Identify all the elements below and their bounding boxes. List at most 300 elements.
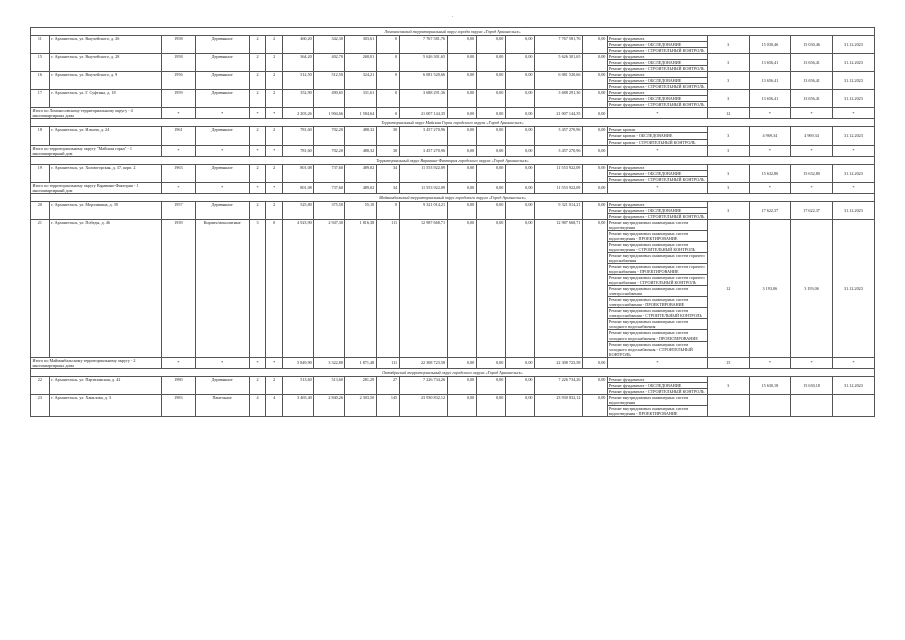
wall-material-cell: Деревянное	[195, 164, 249, 182]
address-cell: г. Архангельск, ул. Мерзликина, д. 39	[49, 201, 161, 219]
table-row	[31, 127, 875, 145]
work-item: Ремонт внутридомовых инженерных систем водоотведения - СТРОИТЕЛЬНЫЙ КОНТРОЛЬ	[608, 242, 707, 253]
work-item: Ремонт внутридомовых инженерных систем водоотведения	[608, 395, 707, 406]
works-cell	[607, 72, 707, 90]
total-area-total: 801,08	[283, 182, 314, 193]
work-item: Ремонт фундамента - ОБСЛЕДОВАНИЕ	[608, 78, 707, 84]
total-cost-other: 22 308 723,58	[535, 357, 583, 368]
total-cost-fund: 0,00	[447, 108, 476, 119]
residents-cell: 34	[376, 164, 399, 182]
rate-cell: 3	[707, 54, 749, 72]
total-residents: 30	[376, 145, 399, 156]
extra-cell: 0,00	[582, 54, 607, 72]
area-units-cell: 1 816,38	[345, 219, 376, 357]
cost-fund-cell: 0,00	[447, 219, 476, 357]
cost-budget-cell: 0,00	[476, 219, 505, 357]
cost-budget-cell: 0,00	[476, 36, 505, 54]
total-area-total: 781,60	[283, 145, 314, 156]
area-living-cell: 342,30	[314, 36, 345, 54]
total-star: *	[195, 357, 249, 368]
total-extra: 0,00	[582, 108, 607, 119]
rate-cell: 3	[707, 376, 749, 394]
year-cell: 1939	[162, 219, 195, 357]
entrances-cell: 2	[266, 127, 283, 145]
area-total-cell: 801,08	[283, 164, 314, 182]
total-star: *	[607, 145, 707, 156]
unit-cost-cell: 13 656,41	[749, 72, 791, 90]
extra-cell: 0,00	[582, 164, 607, 182]
work-item: Ремонт кровли	[608, 127, 707, 133]
area-total-cell: 352,90	[283, 90, 314, 108]
deadline-cell: 31.12.2023	[832, 219, 874, 357]
total-star: *	[791, 145, 833, 156]
total-extra: 0,00	[582, 182, 607, 193]
address-cell: г. Архангельск, ул. Хаиклова, д. 3	[49, 394, 161, 416]
extra-cell: 0,00	[582, 394, 607, 416]
total-star: *	[162, 145, 195, 156]
total-cost-fund: 0,00	[447, 357, 476, 368]
work-item: Ремонт фундамента	[608, 90, 707, 96]
residents-cell: 27	[376, 376, 399, 394]
total-star: *	[195, 108, 249, 119]
total-residents: 111	[376, 357, 399, 368]
work-item: Ремонт фундамента	[608, 165, 707, 171]
rate-cell: 3	[707, 90, 749, 108]
cost-budget-cell: 0,00	[476, 127, 505, 145]
total-cost-budget: 0,00	[476, 357, 505, 368]
total-area-living: 1 904,66	[314, 108, 345, 119]
section-header-row	[31, 368, 875, 376]
area-living-cell: 490,65	[314, 90, 345, 108]
cost-total-cell: 9 321 014,21	[399, 201, 447, 219]
area-units-cell: 303,61	[345, 36, 376, 54]
cost-owners-cell: 0,00	[505, 36, 534, 54]
wall-material-cell: Деревянное	[195, 90, 249, 108]
max-cost-cell: 13 656,41	[791, 90, 833, 108]
total-area-living: 702,20	[314, 145, 345, 156]
deadline-cell	[832, 394, 874, 416]
work-item: Ремонт внутридомовых инженерных систем водоотведения - ПРОЕКТИРОВАНИЕ	[608, 231, 707, 242]
section-total-row	[31, 145, 875, 156]
cost-budget-cell: 0,00	[476, 72, 505, 90]
work-item: Ремонт внутридомовых инженерных систем электроснабжения - СТРОИТЕЛЬНЫЙ КОНТРОЛЬ	[608, 308, 707, 319]
max-cost-cell: 17 622,37	[791, 201, 833, 219]
entrances-cell: 0	[266, 219, 283, 357]
wall-material-cell: Деревянное	[195, 376, 249, 394]
rate-cell: 3	[707, 201, 749, 219]
total-star: *	[266, 182, 283, 193]
total-area-units: 1 871,48	[345, 357, 376, 368]
total-star: *	[607, 108, 707, 119]
max-cost-cell: 15 030,46	[791, 36, 833, 54]
works-cell	[607, 54, 707, 72]
wall-material-cell: Деревянное	[195, 201, 249, 219]
rate-cell: 3	[707, 36, 749, 54]
cost-owners-cell: 0,00	[505, 90, 534, 108]
cost-fund-cell: 0,00	[447, 394, 476, 416]
work-item: Ремонт фундамента	[608, 36, 707, 42]
floors-cell: 2	[249, 36, 266, 54]
total-rate: 12	[707, 108, 749, 119]
area-living-cell: 513,60	[314, 376, 345, 394]
unit-cost-cell: 13 656,41	[749, 90, 791, 108]
work-item: Ремонт внутридомовых инженерных систем электроснабжения - ПРОЕКТИРОВАНИЕ	[608, 297, 707, 308]
year-cell: 1961	[162, 127, 195, 145]
wall-material-cell: Деревянное	[195, 72, 249, 90]
deadline-cell: 31.12.2023	[832, 72, 874, 90]
address-cell: г. Архангельск, ул. Выучейского, д. 26	[49, 36, 161, 54]
area-living-cell: 512,50	[314, 72, 345, 90]
total-star: *	[249, 145, 266, 156]
entrances-cell: 2	[266, 90, 283, 108]
area-total-cell: 4 923,90	[283, 219, 314, 357]
area-living-cell: 2 840,26	[314, 394, 345, 416]
total-star: *	[195, 182, 249, 193]
year-cell: 1958	[162, 54, 195, 72]
cost-fund-cell: 0,00	[447, 90, 476, 108]
row-number: 15	[31, 54, 50, 72]
cost-budget-cell: 0,00	[476, 394, 505, 416]
deadline-cell: 31.12.2023	[832, 127, 874, 145]
entrances-cell: 4	[266, 394, 283, 416]
cost-fund-cell: 0,00	[447, 54, 476, 72]
deadline-cell: 31.12.2023	[832, 201, 874, 219]
area-units-cell: 331,61	[345, 90, 376, 108]
cost-total-cell: 3 457 270,96	[399, 127, 447, 145]
total-cost-budget: 0,00	[476, 145, 505, 156]
work-item: Ремонт кровли - СТРОИТЕЛЬНЫЙ КОНТРОЛЬ	[608, 139, 696, 145]
unit-cost-cell: 15 632,80	[749, 164, 791, 182]
total-star: *	[832, 108, 874, 119]
work-item: Ремонт фундамента - СТРОИТЕЛЬНЫЙ КОНТРОЛЬ	[608, 66, 705, 72]
cost-total-cell: 6 081 520,66	[399, 72, 447, 90]
work-item: Ремонт фундамента	[608, 377, 707, 383]
year-cell: 1980	[162, 376, 195, 394]
deadline-cell: 31.12.2023	[832, 164, 874, 182]
cost-total-cell: 5 626 301,65	[399, 54, 447, 72]
work-item: Ремонт фундамента - СТРОИТЕЛЬНЫЙ КОНТРОЛЬ	[608, 213, 705, 219]
work-item: Ремонт внутридомовых инженерных систем горячего водоснабжения - СТРОИТЕЛЬНЫЙ КОНТРОЛЬ	[608, 275, 707, 286]
extra-cell: 0,00	[582, 201, 607, 219]
section-total-row	[31, 357, 875, 368]
area-units-cell: 281,29	[345, 376, 376, 394]
total-area-living: 3 322,80	[314, 357, 345, 368]
residents-cell: 30	[376, 127, 399, 145]
cost-owners-cell: 0,00	[505, 201, 534, 219]
total-cost-budget: 0,00	[476, 182, 505, 193]
extra-cell: 0,00	[582, 90, 607, 108]
rate-cell: 3	[707, 164, 749, 182]
total-cost-fund: 0,00	[447, 182, 476, 193]
total-star: *	[791, 357, 833, 368]
total-star: *	[266, 357, 283, 368]
cost-total-cell: 7 226 734,26	[399, 376, 447, 394]
extra-cell: 0,00	[582, 127, 607, 145]
cost-owners-cell: 0,00	[505, 394, 534, 416]
total-cost-other: 11 553 922,09	[535, 182, 583, 193]
unit-cost-cell: 13 656,41	[749, 54, 791, 72]
section-header-row	[31, 119, 875, 127]
floors-cell: 2	[249, 54, 266, 72]
work-item: Ремонт фундамента - ОБСЛЕДОВАНИЕ	[608, 171, 707, 177]
max-cost-cell: 15 632,80	[791, 164, 833, 182]
total-star: *	[195, 145, 249, 156]
area-living-cell: 402,70	[314, 54, 345, 72]
work-item: Ремонт внутридомовых инженерных систем водоотведения	[608, 220, 707, 231]
area-units-cell: 2 303,50	[345, 394, 376, 416]
cost-owners-cell: 0,00	[505, 219, 534, 357]
entrances-cell: 2	[266, 72, 283, 90]
total-extra: 0,00	[582, 357, 607, 368]
total-star: *	[832, 357, 874, 368]
row-number: 18	[31, 127, 50, 145]
work-item: Ремонт внутридомовых инженерных систем горячего водоснабжения - ПРОЕКТИРОВАНИЕ	[608, 264, 707, 275]
cost-total-cell: 3 688 291,36	[399, 90, 447, 108]
total-residents: 0	[376, 108, 399, 119]
section-header-row	[31, 193, 875, 201]
section-total-row	[31, 108, 875, 119]
year-cell: 1956	[162, 72, 195, 90]
total-rate: 3	[707, 145, 749, 156]
total-star: *	[249, 357, 266, 368]
year-cell: 1963	[162, 164, 195, 182]
cost-other-cell: 3 457 270,96	[535, 127, 583, 145]
year-cell: 1957	[162, 201, 195, 219]
entrances-cell: 2	[266, 201, 283, 219]
section-header-row	[31, 156, 875, 164]
address-cell: г. Архангельск, ул. Партизанская, д. 42	[49, 376, 161, 394]
total-star: *	[249, 182, 266, 193]
total-star: *	[607, 182, 707, 193]
floors-cell: 4	[249, 394, 266, 416]
cost-other-cell: 9 321 014,21	[535, 201, 583, 219]
work-item: Ремонт фундамента - СТРОИТЕЛЬНЫЙ КОНТРОЛЬ	[608, 388, 705, 394]
work-item: Ремонт внутридомовых инженерных систем холодного водоснабжения - ПРОЕКТИРОВАНИЕ	[608, 330, 707, 341]
residents-cell: 0	[376, 54, 399, 72]
deadline-cell: 31.12.2023	[832, 54, 874, 72]
address-cell: г. Архангельск, ул. Победы, д. 46	[49, 219, 161, 357]
total-area-units: 489,02	[345, 182, 376, 193]
work-item: Ремонт фундамента - СТРОИТЕЛЬНЫЙ КОНТРОЛЬ	[608, 176, 705, 182]
total-cost-budget: 0,00	[476, 108, 505, 119]
row-number: 11	[31, 36, 50, 54]
table-row	[31, 36, 875, 54]
total-star: *	[791, 182, 833, 193]
work-item: Ремонт фундамента	[608, 54, 707, 60]
row-number: 16	[31, 72, 50, 90]
total-rate: 3	[707, 182, 749, 193]
works-cell	[607, 219, 707, 357]
cost-budget-cell: 0,00	[476, 90, 505, 108]
works-cell	[607, 376, 707, 394]
work-item: Ремонт внутридомовых инженерных систем горячего водоснабжения	[608, 253, 707, 264]
total-star: *	[832, 145, 874, 156]
wall-material-cell: Деревянное	[195, 54, 249, 72]
total-label: Итого по территориальному округу "Майская горка" - 1 многоквартирный дом	[31, 145, 162, 156]
entrances-cell: 2	[266, 164, 283, 182]
floors-cell: 3	[249, 219, 266, 357]
total-cost-total: 3 457 270,96	[399, 145, 447, 156]
cost-owners-cell: 0,00	[505, 72, 534, 90]
total-star: *	[266, 145, 283, 156]
section-title: Территориальный округ Майская Горка городского округа «Город Архангельск»	[31, 119, 875, 127]
total-label: Итого по территориальному округу Варавино-Фактория - 1 многоквартирный дом	[31, 182, 162, 193]
entrances-cell: 2	[266, 54, 283, 72]
works-cell	[607, 201, 707, 219]
total-cost-owners: 0,00	[505, 182, 534, 193]
total-star: *	[749, 108, 791, 119]
area-total-cell: 513,60	[283, 376, 314, 394]
floors-cell: 2	[249, 127, 266, 145]
work-item: Ремонт фундамента - СТРОИТЕЛЬНЫЙ КОНТРОЛЬ	[608, 48, 705, 54]
works-cell	[607, 164, 707, 182]
address-cell: г. Архангельск, ул. Г. Суфтина, д. 18	[49, 90, 161, 108]
area-living-cell: 2 947,30	[314, 219, 345, 357]
table-row	[31, 54, 875, 72]
area-units-cell: 55,10	[345, 201, 376, 219]
total-cost-other: 21 007 144,35	[535, 108, 583, 119]
wall-material-cell: Кирпич/монолитные	[195, 219, 249, 357]
cost-other-cell: 5 626 301,65	[535, 54, 583, 72]
wall-material-cell: Панельное	[195, 394, 249, 416]
cost-fund-cell: 0,00	[447, 376, 476, 394]
total-star: *	[249, 108, 266, 119]
area-living-cell: 702,20	[314, 127, 345, 145]
table-row	[31, 201, 875, 219]
cost-fund-cell: 0,00	[447, 36, 476, 54]
table-row	[31, 394, 875, 416]
total-area-total: 5 849,90	[283, 357, 314, 368]
cost-budget-cell: 0,00	[476, 54, 505, 72]
work-item: Ремонт внутридомовых инженерных систем холодного водоснабжения	[608, 319, 707, 330]
cost-budget-cell: 0,00	[476, 201, 505, 219]
floors-cell: 2	[249, 376, 266, 394]
area-units-cell: 489,02	[345, 164, 376, 182]
total-cost-total: 11 553 922,09	[399, 182, 447, 193]
row-number: 17	[31, 90, 50, 108]
area-living-cell: 375,50	[314, 201, 345, 219]
cost-fund-cell: 0,00	[447, 164, 476, 182]
total-star: *	[791, 108, 833, 119]
unit-cost-cell: 17 622,37	[749, 201, 791, 219]
area-total-cell: 525,80	[283, 201, 314, 219]
extra-cell: 0,00	[582, 36, 607, 54]
floors-cell: 2	[249, 201, 266, 219]
work-item: Ремонт внутридомовых инженерных систем электроснабжения	[608, 286, 707, 297]
area-total-cell: 512,50	[283, 72, 314, 90]
cost-owners-cell: 0,00	[505, 164, 534, 182]
rate-cell	[707, 394, 749, 416]
extra-cell: 0,00	[582, 72, 607, 90]
work-item: Ремонт внутридомовых инженерных систем водоотведения - ПРОЕКТИРОВАНИЕ	[608, 405, 689, 416]
residents-cell: 0	[376, 72, 399, 90]
total-residents: 34	[376, 182, 399, 193]
work-item: Ремонт фундамента - ОБСЛЕДОВАНИЕ	[608, 96, 707, 102]
section-total-row	[31, 182, 875, 193]
total-area-units: 1 584,64	[345, 108, 376, 119]
cost-fund-cell: 0,00	[447, 201, 476, 219]
table-row	[31, 90, 875, 108]
table-row	[31, 72, 875, 90]
cost-owners-cell: 0,00	[505, 127, 534, 145]
total-cost-owners: 0,00	[505, 357, 534, 368]
total-cost-other: 3 457 270,96	[535, 145, 583, 156]
cost-other-cell: 7 226 734,26	[535, 376, 583, 394]
rate-cell: 3	[707, 127, 749, 145]
area-units-cell: 488,32	[345, 127, 376, 145]
cost-total-cell: 23 930 832,12	[399, 394, 447, 416]
capital-repair-table	[30, 27, 875, 417]
work-item: Ремонт фундамента	[608, 202, 707, 208]
residents-cell: 0	[376, 36, 399, 54]
row-number: 22	[31, 376, 50, 394]
total-star: *	[607, 357, 707, 368]
section-title: Майманбальский территориальный округ городского округа «Город Архангельск»	[31, 193, 875, 201]
total-label: Итого по Ломоносовскому территориальному округу - 4 многоквартирных дома	[31, 108, 162, 119]
floors-cell: 2	[249, 164, 266, 182]
total-star: *	[749, 145, 791, 156]
work-item: Ремонт фундамента - ОБСЛЕДОВАНИЕ	[608, 383, 707, 389]
work-item: Ремонт кровли - ОБСЛЕДОВАНИЕ	[608, 133, 707, 139]
table-row	[31, 376, 875, 394]
total-cost-total: 22 308 723,58	[399, 357, 447, 368]
total-label: Итого по Майманбальскому территориальному округу - 2 многоквартирных дома	[31, 357, 162, 368]
max-cost-cell: 13 656,41	[791, 72, 833, 90]
work-item: Ремонт фундамента - ОБСЛЕДОВАНИЕ	[608, 208, 707, 214]
address-cell: г. Архангельск, ул. Холмогорская, д. 37, корп. 2	[49, 164, 161, 182]
table-body	[31, 28, 875, 417]
total-star: *	[162, 357, 195, 368]
cost-total-cell: 11 553 922,09	[399, 164, 447, 182]
total-area-total: 2 203,26	[283, 108, 314, 119]
entrances-cell: 2	[266, 36, 283, 54]
work-item: Ремонт внутридомовых инженерных систем холодного водоснабжения - СТРОИТЕЛЬНЫЙ КОНТРОЛЬ	[608, 341, 693, 357]
area-units-cell: 324,21	[345, 72, 376, 90]
max-cost-cell: 4 969,34	[791, 127, 833, 145]
year-cell: 1983	[162, 394, 195, 416]
cost-other-cell: 11 553 922,09	[535, 164, 583, 182]
total-cost-owners: 0,00	[505, 108, 534, 119]
row-number: 23	[31, 394, 50, 416]
works-cell	[607, 127, 707, 145]
area-total-cell: 781,60	[283, 127, 314, 145]
cost-other-cell: 7 767 581,76	[535, 36, 583, 54]
deadline-cell: 31.12.2023	[832, 36, 874, 54]
work-item: Ремонт фундамента	[608, 72, 707, 78]
area-total-cell: 3 465,40	[283, 394, 314, 416]
page-mark: .	[452, 14, 454, 19]
section-title: Октябрьский территориальный округ городского округа «Город Архангельск»	[31, 368, 875, 376]
year-cell: 1958	[162, 36, 195, 54]
works-cell	[607, 36, 707, 54]
rate-cell: 3	[707, 72, 749, 90]
total-cost-fund: 0,00	[447, 145, 476, 156]
rate-cell: 12	[707, 219, 749, 357]
work-item: Ремонт фундамента - СТРОИТЕЛЬНЫЙ КОНТРОЛЬ	[608, 102, 705, 108]
area-total-cell: 460,20	[283, 36, 314, 54]
cost-owners-cell: 0,00	[505, 376, 534, 394]
row-number: 19	[31, 164, 50, 182]
unit-cost-cell: 3 193,06	[749, 219, 791, 357]
total-star: *	[749, 357, 791, 368]
wall-material-cell: Деревянное	[195, 127, 249, 145]
total-cost-owners: 0,00	[505, 145, 534, 156]
total-star: *	[749, 182, 791, 193]
unit-cost-cell: 15 030,46	[749, 36, 791, 54]
max-cost-cell: 13 656,41	[791, 54, 833, 72]
total-rate: 15	[707, 357, 749, 368]
wall-material-cell: Деревянное	[195, 36, 249, 54]
